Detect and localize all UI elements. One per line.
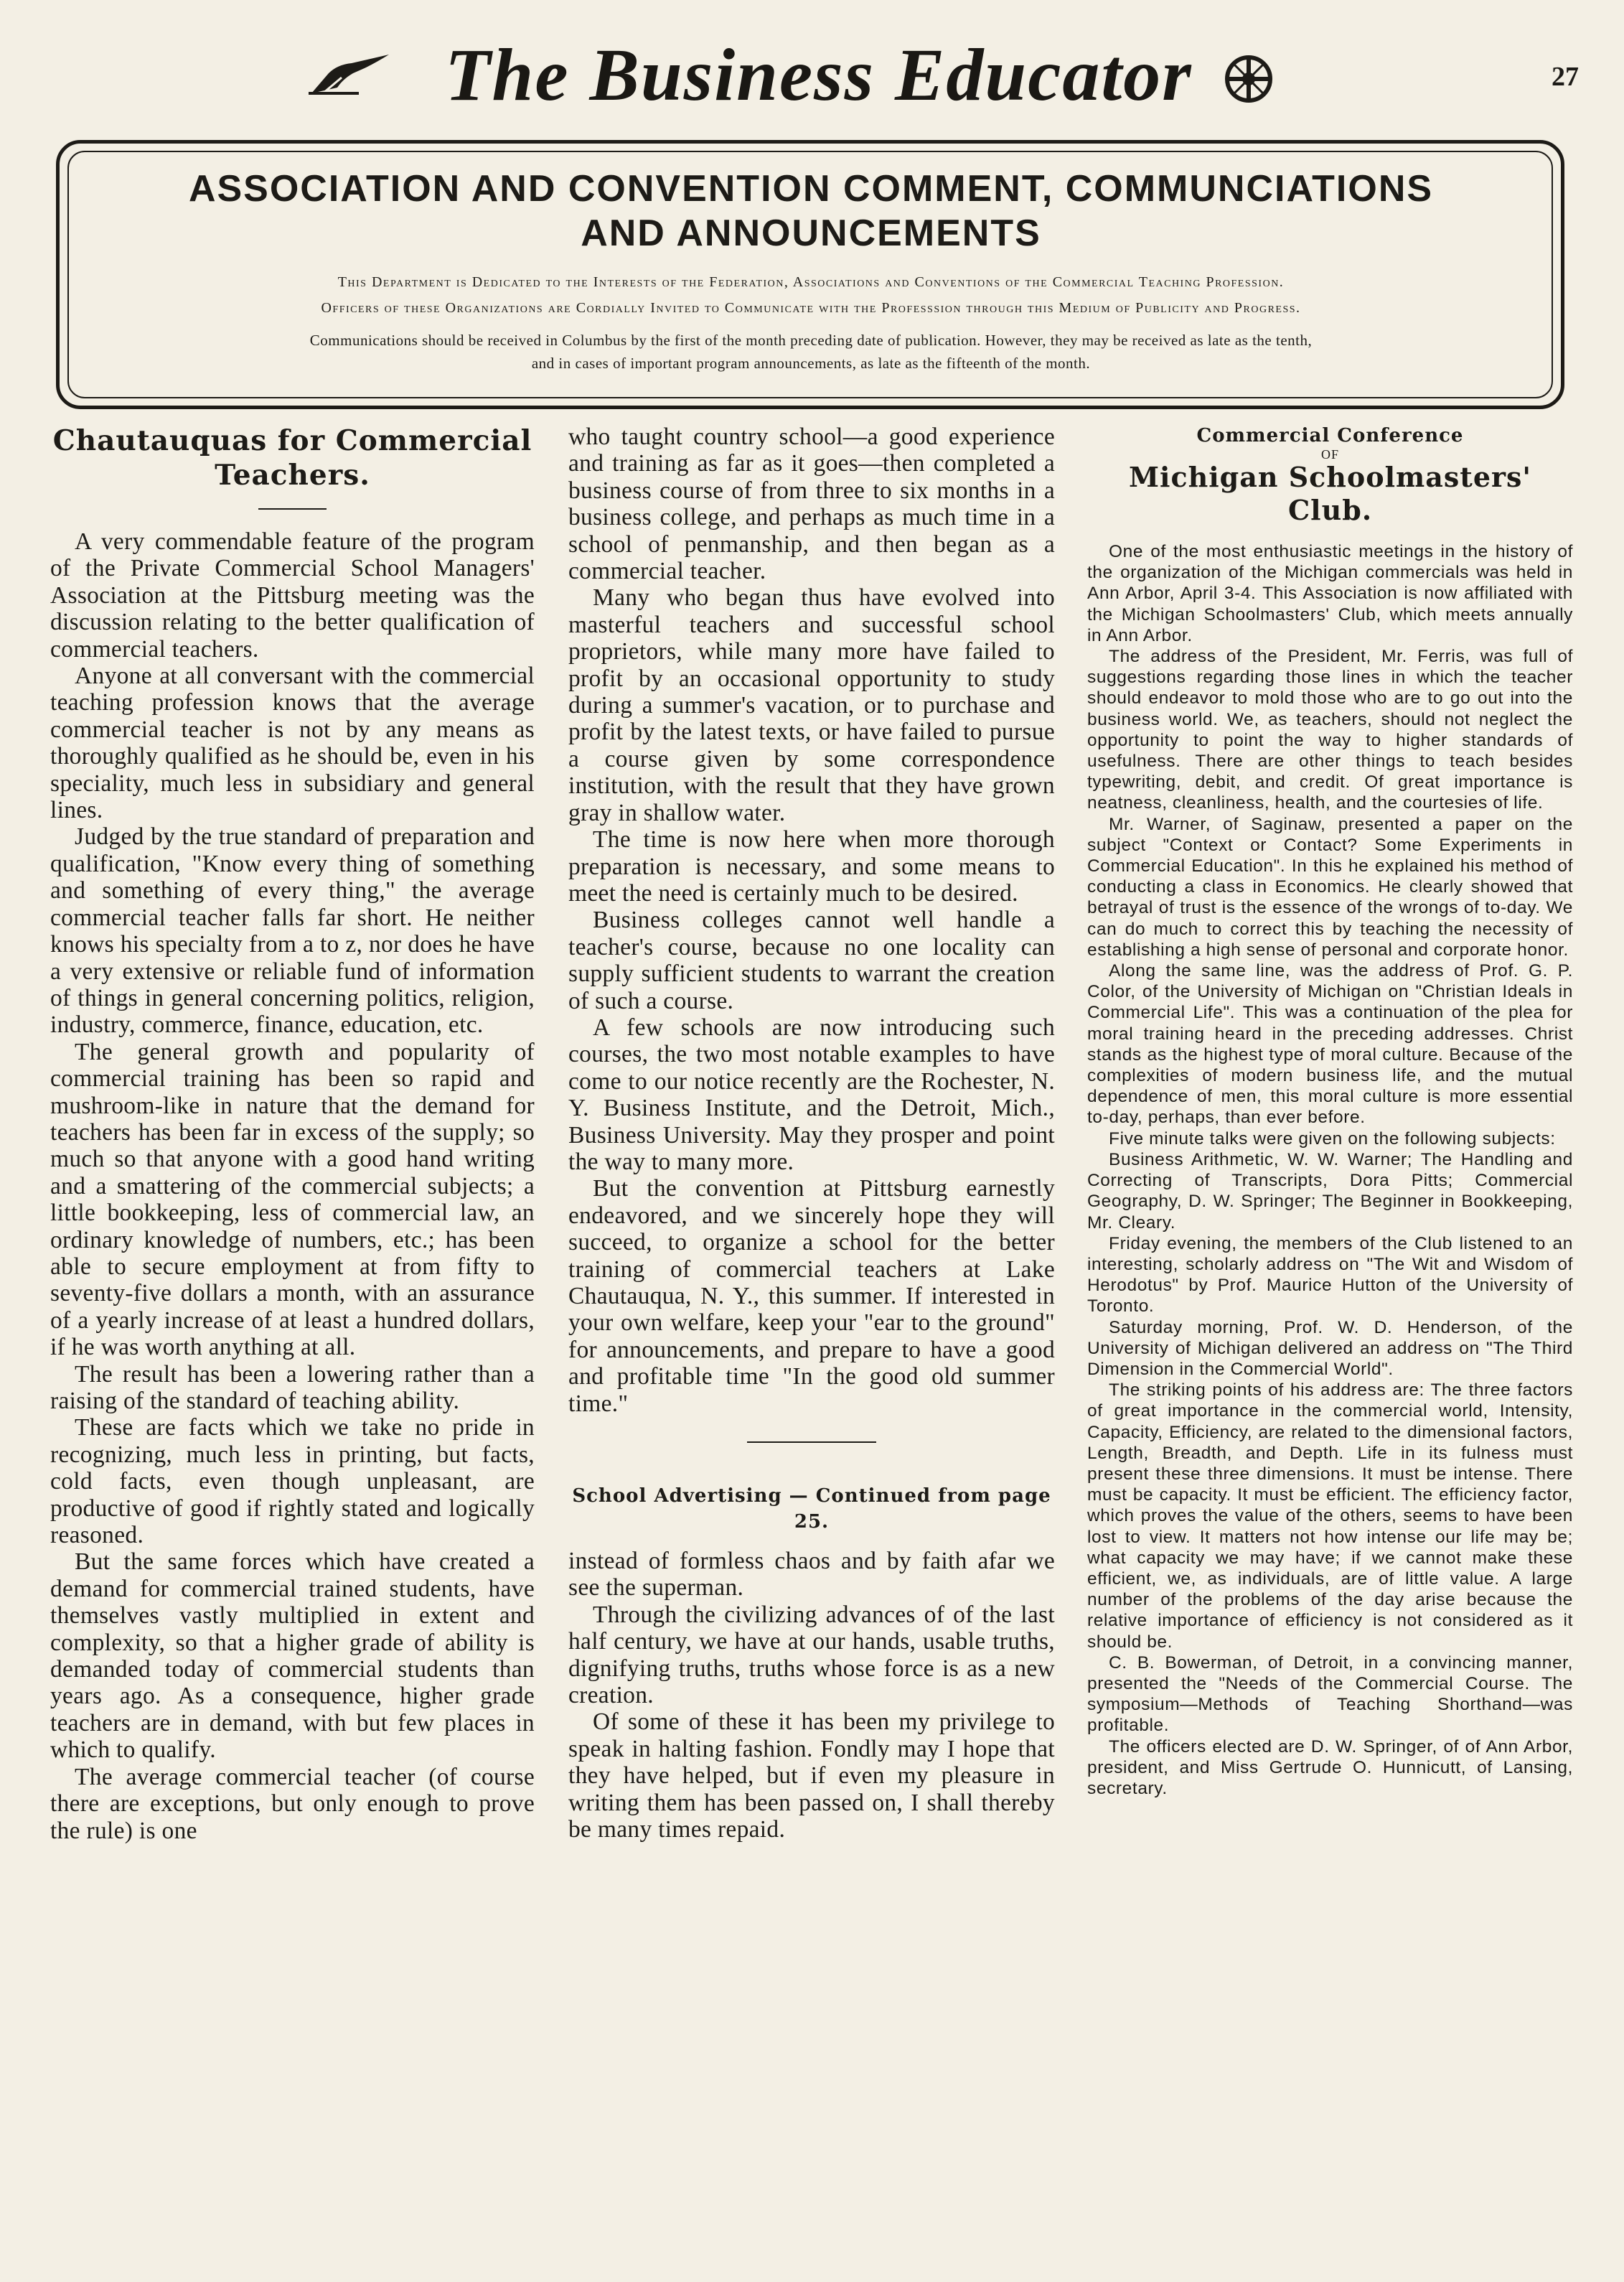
- article-paragraph: Many who began thus have evolved into masterful teachers and successful school proprietors, while many more have failed to profit by an occasional opportunity to study during a summer's vacation, or to purchase and profit by the latest texts, or have failed to pursue a course given by some correspondence institution, with the result that they have grown gray in shallow water.: [568, 584, 1055, 826]
- section-divider: [747, 1441, 876, 1443]
- article-paragraph: A few schools are now introducing such courses, the two most notable examples to have come to our notice recently are the Rochester, N. Y. Business Institute, and the Detroit, Mich., Business University. May they prosper and point the way to many more.: [568, 1014, 1055, 1175]
- headline-line-1: ASSOCIATION AND CONVENTION COMMENT, COMMUNCIATIONS: [188, 168, 1434, 210]
- article-paragraph: Through the civilizing advances of of the last half century, we have at our hands, usable truths, dignifying truths, truths whose force is as a new creation.: [568, 1601, 1055, 1709]
- article-paragraph: One of the most enthusiastic meetings in the history of the organization of the Michigan commercials was held in Ann Arbor, April 3-4. This Association is now affiliated with the Michigan Schoolmasters' Club, which meets annually in Ann Arbor.: [1087, 542, 1573, 645]
- article-paragraph: who taught country school—a good experience and training as far as it goes—then completed a business course of from three to six months in a business college, and perhaps as much time in a school of penmanship, and then began as a commercial teacher.: [568, 424, 1055, 585]
- emblem-icon: [1220, 50, 1277, 108]
- submission-note-line-2: and in cases of important program announcements, as late as the fifteenth of the month.: [531, 355, 1091, 372]
- article-paragraph: Business Arithmetic, W. W. Warner; The Handling and Correcting of Transcripts, Dora Pitts; Commercial Geography, D. W. Springer; The Beginner in Bookkeeping, Mr. Cleary.: [1087, 1149, 1573, 1233]
- department-dedication: [86, 269, 1536, 321]
- article-paragraph: Mr. Warner, of Saginaw, presented a paper on the subject "Context or Contact? Some Experiments in Commercial Education". In this he explained his method of conducting a class in Economics. He clearly showed that betrayal of trust is the essence of the wrongs of to-day. We can do much to correct this by teaching the necessity of establishing a high sense of personal and corporate honor.: [1087, 814, 1573, 960]
- article-paragraph: The striking points of his address are: The three factors of great importance in the commercial world, Intensity, Capacity, Efficiency, are related to the dimensional factors, Length, Breadth, and Depth. Life in its fulness must present these three dimensions. It must be intense. There must be capacity. It must be efficient. The efficiency factor, which proves the value of the others, seems to have been lost to view. It matters not how intense our life may be; what capacity we may have; if we cannot make these efficient, we, as individuals, are of little value. A large number of the problems of the day arise because the relative importance of efficiency is not considered as it should be.: [1087, 1380, 1573, 1652]
- article-paragraph: Business colleges cannot well handle a teacher's course, because no one locality can supply sufficient students to warrant the creation of such a course.: [568, 907, 1055, 1014]
- article-heading-chautauquas: Chautauquas for Commercial Teachers.: [52, 424, 532, 492]
- submission-note: [86, 329, 1536, 375]
- headline-line-2: AND ANNOUNCEMENTS: [581, 212, 1041, 254]
- article-paragraph: The time is now here when more thorough preparation is necessary, and some means to meet the need is certainly much to be desired.: [568, 826, 1055, 907]
- column-3: [1087, 424, 1573, 1799]
- article-kicker: Commercial Conference: [1196, 425, 1464, 446]
- column-1: [50, 424, 535, 1844]
- masthead: [0, 22, 1624, 115]
- article-paragraph: The result has been a lowering rather than a raising of the standard of teaching ability.: [50, 1360, 535, 1414]
- journal-title: The Business Educator: [445, 34, 1193, 116]
- article-heading-michigan: Michigan Schoolmasters' Club.: [1128, 461, 1532, 526]
- quill-pen-icon: [309, 52, 395, 95]
- article-paragraph: instead of formless chaos and by faith afar we see the superman.: [568, 1548, 1055, 1601]
- article-paragraph: Saturday morning, Prof. W. D. Henderson, of the University of Michigan delivered an address on "The Third Dimension in the Commercial World".: [1087, 1317, 1573, 1379]
- department-headline: [86, 167, 1536, 256]
- dedication-line-1: This Department is Dedicated to the Interests of the Federation, Associations and Conventions of the Commercial Teaching Profession.: [337, 274, 1285, 290]
- page-number: 27: [1552, 62, 1579, 92]
- article-paragraph: But the same forces which have created a demand for commercial trained students, have themselves vastly multiplied in extent and complexity, so that a higher grade of ability is demanded today of commercial students than years ago. As a consequence, higher grade teachers are in demand, with but few places in which to qualify.: [50, 1548, 535, 1764]
- article-paragraph: Of some of these it has been my privilege to speak in halting fashion. Fondly may I hope that they have helped, but if even my pleasure in writing them has been passed on, I shall thereby be many times repaid.: [568, 1708, 1055, 1843]
- article-paragraph: The address of the President, Mr. Ferris, was full of suggestions regarding those lines in which the teacher should endeavor to mold those who are to go out into the business world. We, as teachers, should not neglect the opportunity to point the way to higher standards of usefulness. There are other things to teach besides typewriting, debit, and credit. Of great importance is neatness, cleanliness, health, and the courtesies of life.: [1087, 647, 1573, 813]
- article-paragraph: But the convention at Pittsburg earnestly endeavored, and we sincerely hope they will succeed, to organize a school for the better training of commercial teachers at Lake Chautauqua, N. Y., this summer. If interested in your own welfare, keep your "ear to the ground" for announcements, and prepare to have a good and profitable time "In the good old summer time.": [568, 1175, 1055, 1417]
- dedication-line-2: Officers of these Organizations are Cordially Invited to Communicate with the Professsion through this Medium of Publicity and Progress.: [321, 300, 1301, 316]
- article-paragraph: Along the same line, was the address of Prof. G. P. Color, of the University of Michigan on "Christian Ideals in Commercial Life". This was a continuation of the plea for moral training heard in the preceding addresses. Christ stands as the highest type of moral culture. Because of the complexities of modern business life, and the mutual dependence of men, this moral culture is more essential to-day, perhaps, than ever before.: [1087, 961, 1573, 1128]
- heading-rule: [258, 508, 327, 510]
- article-paragraph: These are facts which we take no pride in recognizing, much less in printing, but facts, cold facts, even though unpleasant, are productive of good if rightly stated and logically reasoned.: [50, 1414, 535, 1549]
- article-heading-school-advertising: School Advertising — Continued from page 25.: [572, 1485, 1051, 1533]
- submission-note-line-1: Communications should be received in Columbus by the first of the month preceding date of publication. However, they may be received as late as the tenth,: [309, 332, 1313, 349]
- article-paragraph: Judged by the true standard of preparation and qualification, "Know every thing of something and something of every thing," the average commercial teacher falls far short. He neither knows his specialty from a to z, nor does he have a very extensive or reliable fund of information of things in general concerning politics, religion, industry, commerce, finance, education, etc.: [50, 823, 535, 1039]
- column-2: [568, 424, 1055, 1843]
- article-paragraph: Anyone at all conversant with the commercial teaching profession knows that the average commercial teacher is not by any means as thoroughly qualified as he should be, even in his speciality, much less in subsidiary and general lines.: [50, 663, 535, 824]
- article-paragraph: The average commercial teacher (of course there are exceptions, but only enough to prove the rule) is one: [50, 1763, 535, 1844]
- article-paragraph: The general growth and popularity of commercial training has been so rapid and mushroom-like in nature that the demand for teachers has been far in excess of the supply; so much so that anyone with a good hand writing and a smattering of the commercial subjects; a little bookkeeping, less of commercial law, an ordinary knowledge of numbers, etc.; has been able to secure employment at from fifty to seventy-five dollars a month, with an assurance of a yearly increase of at least a hundred dollars, if he was worth anything at all.: [50, 1038, 535, 1361]
- article-paragraph: Friday evening, the members of the Club listened to an interesting, scholarly address on "The Wit and Wisdom of Herodotus" by Prof. Maurice Hutton of the University of Toronto.: [1087, 1233, 1573, 1317]
- article-paragraph: Five minute talks were given on the following subjects:: [1109, 1128, 1556, 1149]
- article-paragraph: The officers elected are D. W. Springer, of of Ann Arbor, president, and Miss Gertrude O. Hunnicutt, of Lansing, secretary.: [1087, 1736, 1573, 1798]
- article-paragraph: C. B. Bowerman, of Detroit, in a convincing manner, presented the "Needs of the Commercial Course. The symposium—Methods of Teaching Shorthand—was profitable.: [1087, 1652, 1573, 1736]
- article-paragraph: A very commendable feature of the program of the Private Commercial School Managers' Association at the Pittsburg meeting was the discussion relating to the better qualification of commercial teachers.: [50, 528, 535, 663]
- article-heading-of: OF: [1320, 447, 1339, 462]
